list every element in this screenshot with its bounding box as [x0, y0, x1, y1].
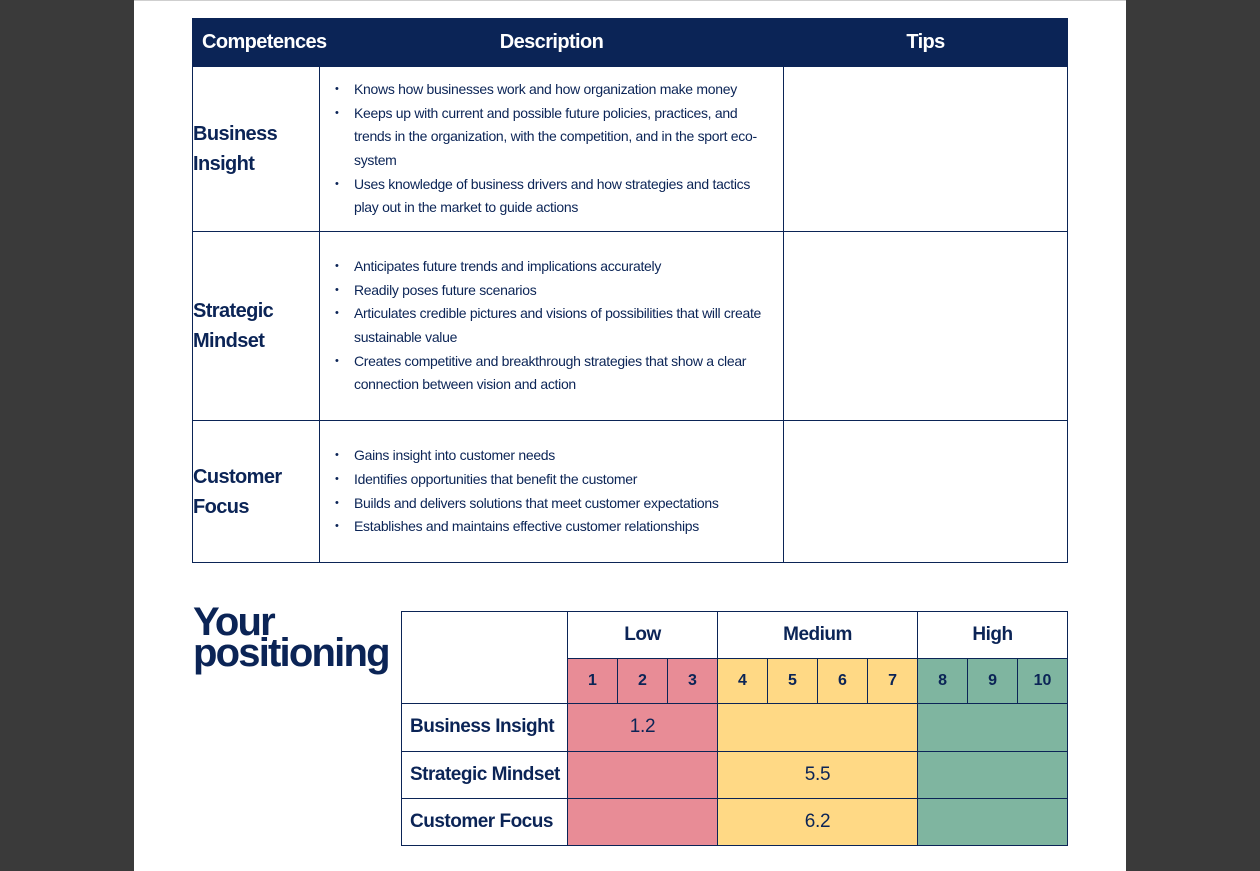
description-bullet: • Creates competitive and breakthrough strategies that show a clear connection between vision and action: [354, 350, 773, 397]
competence-description: [320, 232, 784, 421]
competences-header: Competences: [193, 19, 320, 67]
band-cell-low: [568, 751, 718, 798]
band-cell-low: [568, 798, 718, 845]
band-medium-header: Medium: [718, 612, 918, 659]
corner-cell: [402, 612, 568, 704]
tips-header: Tips: [784, 19, 1068, 67]
description-bullet: • Builds and delivers solutions that meet customer expectations: [354, 492, 773, 516]
tips-cell: [784, 67, 1068, 232]
scale-number: 2: [618, 659, 668, 704]
positioning-title-line: positioning: [193, 631, 389, 675]
positioning-title-line: Your: [193, 600, 274, 644]
competence-description: [320, 421, 784, 563]
scale-number: 3: [668, 659, 718, 704]
score-cell-medium: 6.2: [718, 798, 918, 845]
competence-name-line: Mindset: [193, 330, 265, 352]
scale-number: 9: [968, 659, 1018, 704]
description-bullet: • Establishes and maintains effective customer relationships: [354, 515, 773, 539]
competence-name-line: Focus: [193, 495, 249, 518]
competence-row-business-insight: [193, 67, 1068, 232]
competence-description: [320, 67, 784, 232]
scale-number: 1: [568, 659, 618, 704]
band-high-header: High: [918, 612, 1068, 659]
competences-table: [192, 18, 1068, 563]
scale-number: 6: [818, 659, 868, 704]
description-bullet: • Keeps up with current and possible future policies, practices, and trends in the organization, with the competition, and in the sport eco-system: [354, 102, 773, 173]
document-page: [134, 0, 1126, 871]
competences-header-row: [193, 19, 1068, 67]
competence-row-customer-focus: [193, 421, 1068, 563]
description-bullet: • Knows how businesses work and how organization make money: [354, 78, 773, 102]
score-cell-medium: 5.5: [718, 751, 918, 798]
competence-name: [193, 232, 320, 421]
band-header-row: [402, 612, 1068, 659]
competence-row-strategic-mindset: [193, 232, 1068, 421]
scale-number: 8: [918, 659, 968, 704]
description-header: Description: [320, 19, 784, 67]
description-bullet: • Uses knowledge of business drivers and how strategies and tactics play out in the market to guide actions: [354, 173, 773, 220]
band-cell-high: [918, 798, 1068, 845]
tips-cell: [784, 421, 1068, 563]
scale-number: 5: [768, 659, 818, 704]
description-bullet: • Anticipates future trends and implications accurately: [354, 255, 773, 279]
competence-name: [193, 67, 320, 232]
score-cell-low: 1.2: [568, 704, 718, 751]
description-bullet: • Identifies opportunities that benefit the customer: [354, 468, 773, 492]
competence-name-line: Customer: [193, 465, 282, 488]
description-bullet: • Readily poses future scenarios: [354, 279, 773, 303]
scale-number: 10: [1018, 659, 1068, 704]
positioning-row-strategic-mindset: [402, 751, 1068, 798]
positioning-row-label: Customer Focus: [402, 798, 568, 845]
band-cell-high: [918, 704, 1068, 751]
positioning-row-label: Business Insight: [402, 704, 568, 751]
competence-name: [193, 421, 320, 563]
description-bullet: • Articulates credible pictures and visions of possibilities that will create sustainable value: [354, 302, 773, 349]
positioning-table: [401, 611, 1068, 846]
positioning-title: [193, 600, 389, 675]
positioning-row-business-insight: [402, 704, 1068, 751]
positioning-row-label: Strategic Mindset: [402, 751, 568, 798]
description-bullet: • Gains insight into customer needs: [354, 444, 773, 468]
competence-name-line: Strategic: [193, 300, 274, 322]
positioning-row-customer-focus: [402, 798, 1068, 845]
band-cell-medium: [718, 704, 918, 751]
tips-cell: [784, 232, 1068, 421]
competence-name-line: Business: [193, 123, 278, 145]
band-low-header: Low: [568, 612, 718, 659]
competence-name-line: Insight: [193, 153, 255, 175]
band-cell-high: [918, 751, 1068, 798]
scale-number: 4: [718, 659, 768, 704]
scale-number: 7: [868, 659, 918, 704]
